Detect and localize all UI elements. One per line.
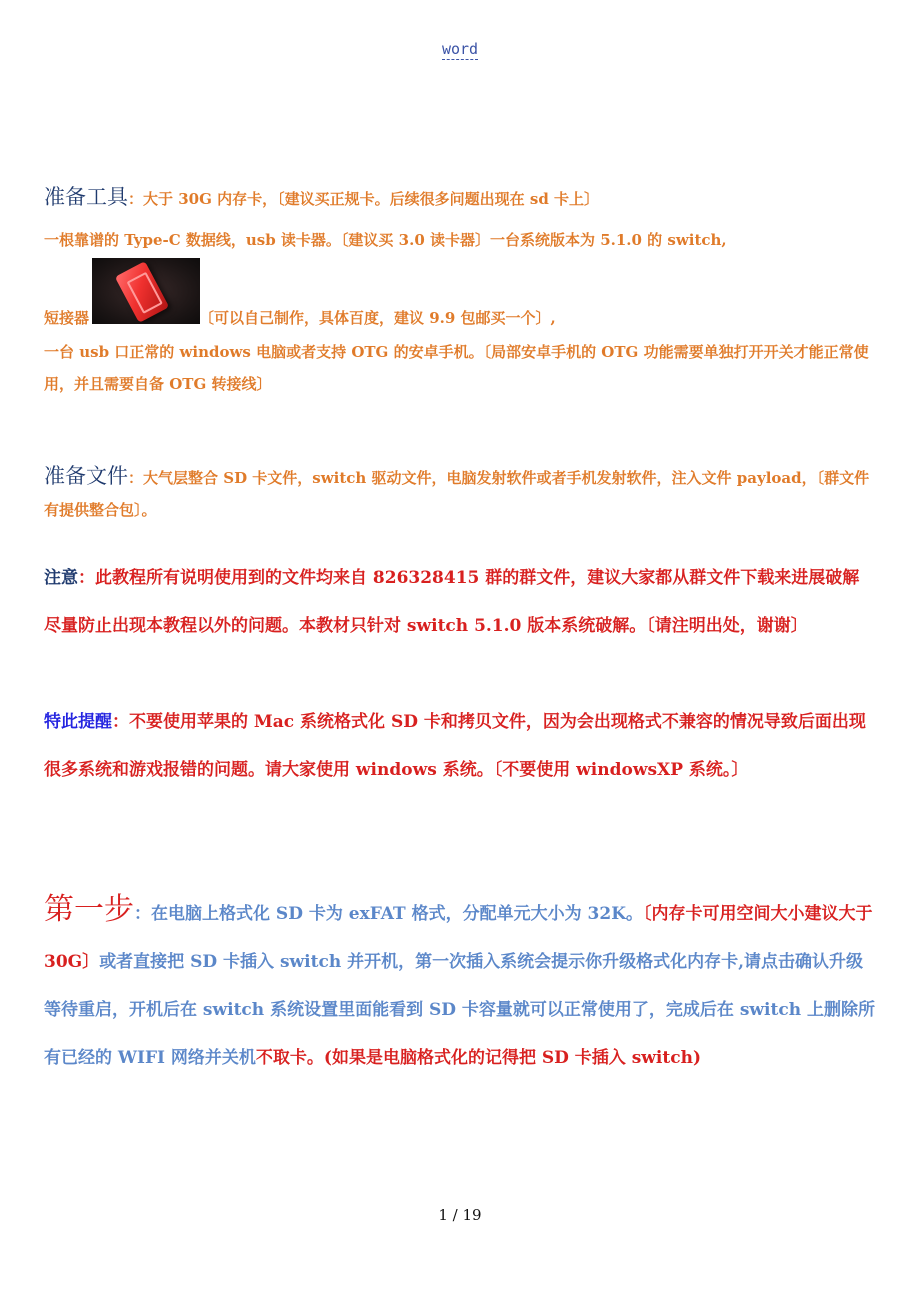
step1-text-d: 不取卡。 (255, 1048, 324, 1068)
notice-colon: ： (78, 568, 95, 588)
step1-text-b: 〔内存卡可用空间大小建议大于 30G〕 (44, 904, 873, 972)
reminder-section (44, 698, 876, 794)
reminder-label: 特此提醒 (44, 712, 112, 732)
files-heading: 准备文件 (44, 464, 128, 488)
tools-line1-text: 大于 30G 内存卡，〔建议买正规卡。后续很多问题出现在 sd 卡上〕 (143, 190, 600, 208)
step1-text-c: 或者直接把 SD 卡插入 switch 并开机，第一次插入系统会提示你升级格式化内存卡,请点击确认升级等待重启，开机后在 switch 系统设置里面能看到 SD 卡容量就可以正常使用了，完成后在 switch 上删除所有已经的 WIFI 网络并关机 (44, 952, 875, 1068)
step1-text-e: (如果是电脑格式化的记得把 SD 卡插入 switch) (323, 1048, 701, 1068)
page-number: 1 / 19 (438, 1206, 482, 1224)
files-colon: ： (128, 469, 144, 487)
tools-line1 (44, 180, 876, 216)
reminder-text: 不要使用苹果的 Mac 系统格式化 SD 卡和拷贝文件，因为会出现格式不兼容的情况导致后面出现很多系统和游戏报错的问题。请大家使用 windows 系统。〔不要使用 windowsXP 系统。〕 (44, 712, 866, 780)
step1-colon: ： (134, 904, 151, 924)
files-text: 大气层整合 SD 卡文件，switch 驱动文件，电脑发射软件或者手机发射软件，注入文件 payload，〔群文件有提供整合包〕。 (44, 469, 870, 519)
tools-line2: 一根靠谱的 Type-C 数据线，usb 读卡器。〔建议买 3.0 读卡器〕一台系统版本为 5.1.0 的 switch, (44, 231, 727, 249)
tools-heading: 准备工具 (44, 185, 128, 209)
step1-heading: 第一步 (44, 892, 134, 927)
tools-line4: 一台 usb 口正常的 windows 电脑或者支持 OTG 的安卓手机。〔局部安卓手机的 OTG 功能需要单独打开开关才能正常使用，并且需要自备 OTG 转接线〕 (44, 343, 869, 393)
notice-text: 此教程所有说明使用到的文件均来自 826328415 群的群文件，建议大家都从群文件下载来进展破解尽量防止出现本教程以外的问题。本教材只针对 switch 5.1.0 版本系统破解。〔请注明出处，谢谢〕 (44, 568, 860, 636)
page-header (0, 40, 920, 58)
step1-text-a: 在电脑上格式化 SD 卡为 exFAT 格式，分配单元大小为 32K。 (151, 904, 643, 924)
files-section (44, 460, 876, 526)
jumper-label: 短接器 (44, 309, 90, 327)
header-word-link[interactable]: word (441, 40, 479, 58)
reminder-colon: ： (112, 712, 129, 732)
tools-colon: ： (128, 190, 144, 208)
tools-jumper-line (44, 306, 876, 330)
step1-section (44, 886, 876, 1082)
jumper-note: 〔可以自己制作，具体百度，建议 9.9 包邮买一个〕, (199, 309, 556, 327)
notice-label: 注意 (44, 568, 78, 588)
notice-section (44, 554, 876, 650)
